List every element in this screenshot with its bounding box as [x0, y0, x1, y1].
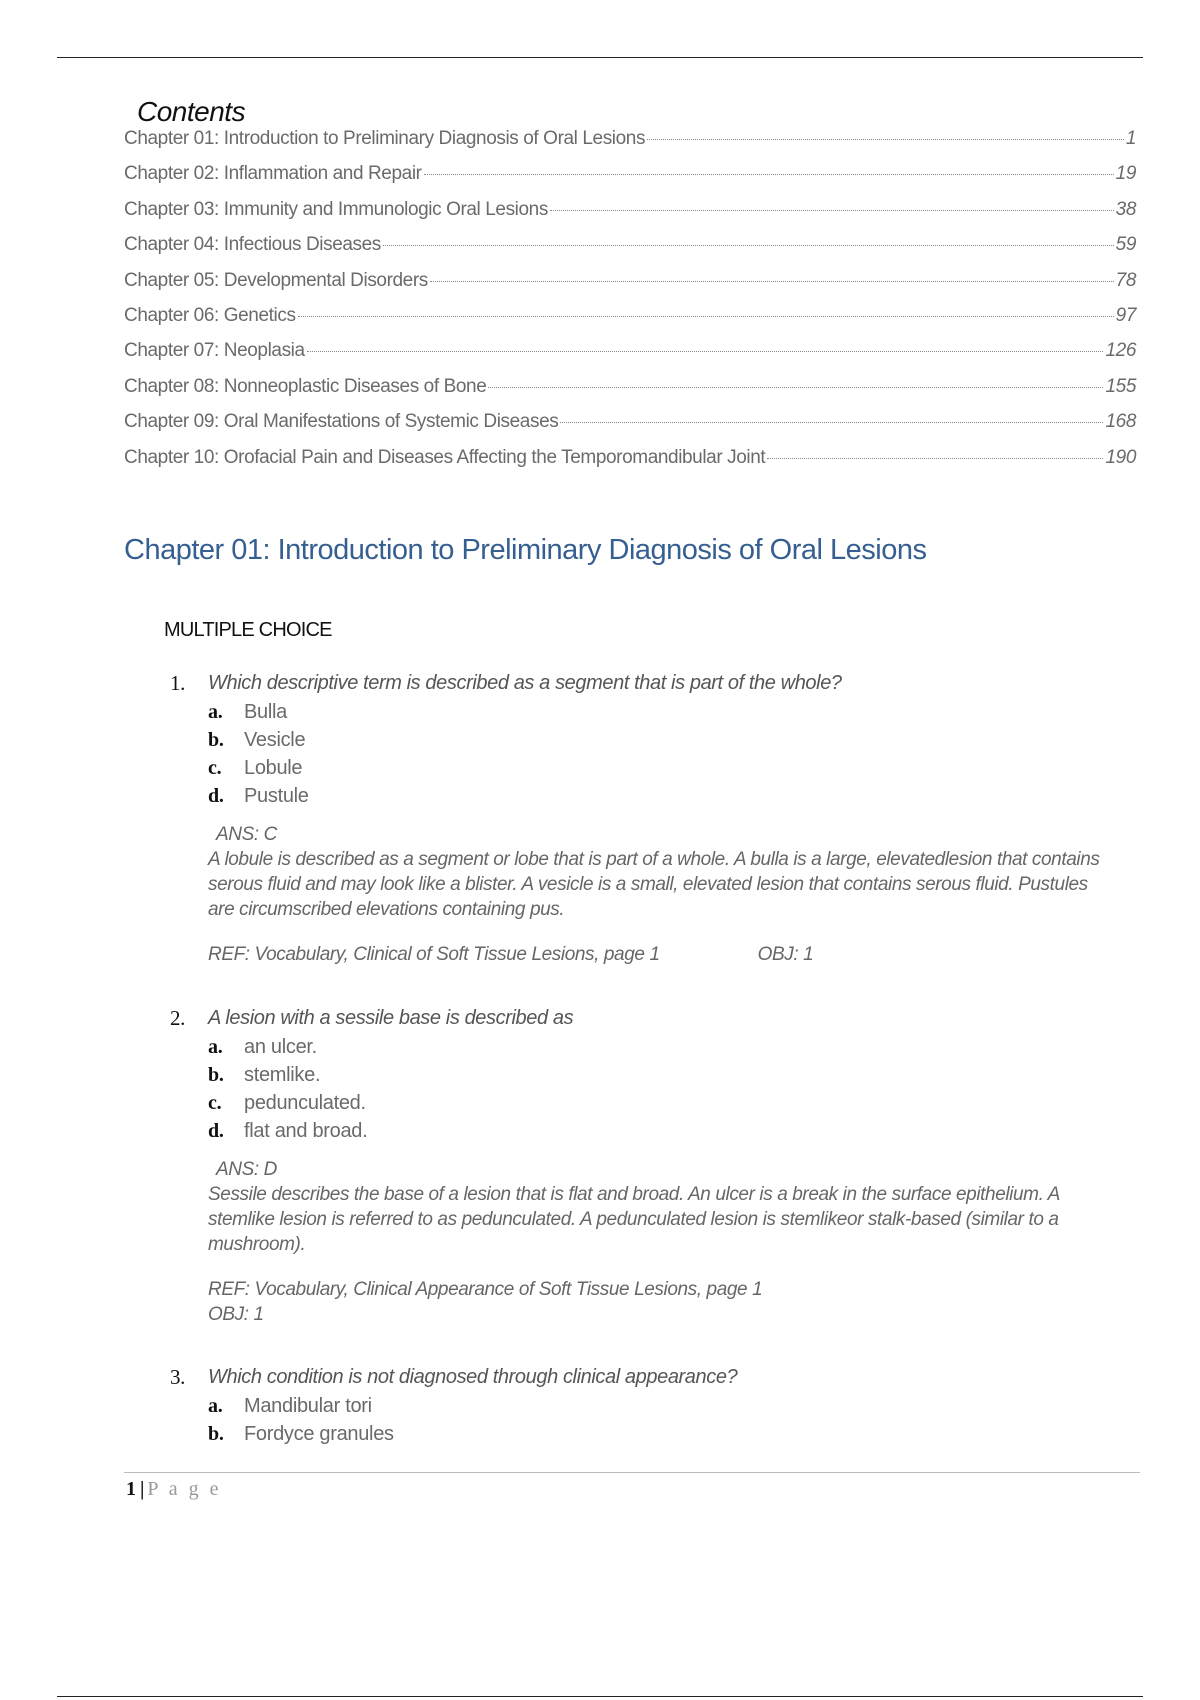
option-text: pedunculated. — [244, 1091, 366, 1114]
option-text: Lobule — [244, 756, 303, 779]
toc-entry-label: Chapter 08: Nonneoplastic Diseases of Bone — [124, 375, 487, 397]
rationale-text-part-1: describes the base of a lesion that is flat and broad. An ulcer is a break in the surface epithelium. A stemlike lesion is referred to as — [208, 1183, 1060, 1230]
question-text-after: diagnosed through clinical appearance? — [393, 1365, 738, 1388]
answer-options — [170, 1392, 1130, 1448]
toc-entry-page: 19 — [1115, 163, 1136, 185]
option-c[interactable] — [208, 1089, 1130, 1117]
bottom-rule — [57, 1696, 1143, 1697]
toc-entry-label: Chapter 10: Orofacial Pain and Diseases Affecting the Temporomandibular Joint — [124, 446, 766, 468]
option-letter: d. — [208, 785, 224, 808]
question-text-emphasis: not — [367, 1365, 394, 1388]
option-text: Fordyce granules — [244, 1422, 394, 1445]
answer-block — [170, 1158, 1130, 1327]
toc-entry-label: Chapter 04: Infectious Diseases — [124, 234, 381, 256]
question-2 — [170, 1003, 1130, 1327]
toc-entry-chapter-07[interactable] — [124, 340, 1136, 375]
reference-line — [208, 1277, 1130, 1327]
answer-options — [170, 1033, 1130, 1146]
question-text: A lesion with a sessile base is described as — [208, 1006, 574, 1029]
toc-leader-dots — [424, 174, 1114, 175]
option-text: Bulla — [244, 700, 287, 723]
answer-key: ANS: D — [216, 1158, 277, 1180]
toc-title: Contents — [137, 96, 246, 127]
option-letter: b. — [208, 1063, 224, 1086]
question-number: 3. — [170, 1364, 185, 1389]
option-d[interactable] — [208, 1118, 1130, 1146]
toc-entry-chapter-03[interactable] — [124, 199, 1136, 234]
toc-entry-page: 97 — [1115, 304, 1136, 326]
option-text: stemlike. — [244, 1063, 321, 1086]
option-b[interactable] — [208, 1420, 1130, 1448]
footer-rule — [124, 1472, 1140, 1473]
toc-entry-label: Chapter 03: Immunity and Immunologic Oral Lesions — [124, 198, 548, 220]
footer-separator: | — [140, 1478, 145, 1500]
toc-leader-dots — [560, 422, 1103, 423]
option-text: an ulcer. — [244, 1035, 317, 1058]
option-letter: a. — [208, 700, 223, 723]
answer-rationale — [208, 1182, 1118, 1257]
objective-text: OBJ: 1 — [208, 1303, 264, 1325]
toc-leader-dots — [430, 281, 1114, 282]
toc-entry-chapter-05[interactable] — [124, 270, 1136, 305]
answer-key: ANS: C — [216, 823, 277, 845]
question-1 — [170, 668, 1130, 967]
answer-block — [170, 823, 1130, 967]
question-3 — [170, 1362, 1130, 1448]
option-text: Vesicle — [244, 728, 306, 751]
section-label: MULTIPLE CHOICE — [164, 619, 332, 641]
question-number: 2. — [170, 1005, 185, 1030]
toc-entry-label: Chapter 05: Developmental Disorders — [124, 269, 428, 291]
toc-entry-chapter-10[interactable] — [124, 447, 1136, 482]
toc-entry-page: 155 — [1105, 375, 1136, 397]
option-d[interactable] — [208, 783, 1130, 811]
rationale-term-pedunculated: pedunculated. — [461, 1208, 576, 1230]
reference-text: REF: Vocabulary, Clinical of Soft Tissue Lesions, page 1 — [208, 943, 660, 965]
toc-entry-chapter-04[interactable] — [124, 234, 1136, 269]
rationale-text-part-2: A pedunculated lesion is stemlikeor stalk-based (similar to a mushroom). — [208, 1208, 1059, 1255]
toc-entry-page: 126 — [1105, 340, 1136, 362]
answer-options — [170, 698, 1130, 811]
toc-entry-chapter-06[interactable] — [124, 305, 1136, 340]
option-letter: a. — [208, 1035, 223, 1058]
toc-entry-label: Chapter 02: Inflammation and Repair — [124, 163, 422, 185]
option-letter: c. — [208, 756, 222, 779]
question-stem — [170, 668, 1130, 698]
option-text: flat and broad. — [244, 1120, 368, 1143]
option-text: Pustule — [244, 785, 309, 808]
toc-leader-dots — [767, 458, 1103, 459]
question-text-before: Which condition is — [208, 1365, 368, 1388]
chapter-heading: Chapter 01: Introduction to Preliminary Diagnosis of Oral Lesions — [124, 534, 927, 566]
toc-entry-label: Chapter 06: Genetics — [124, 304, 296, 326]
option-letter: b. — [208, 728, 224, 751]
answer-rationale: A lobule is described as a segment or lobe that is part of a whole. A bulla is a large, elevatedlesion that contains serous fluid and may look like a blister. A vesicle is a small, elevated lesion that contains serous fluid. Pustules are circumscribed elevations containing pus. — [208, 848, 1100, 920]
toc-entry-chapter-02[interactable] — [124, 163, 1136, 198]
option-a[interactable] — [208, 1392, 1130, 1420]
toc-entry-label: Chapter 07: Neoplasia — [124, 340, 305, 362]
option-letter: b. — [208, 1422, 224, 1445]
toc-entry-page: 78 — [1115, 269, 1136, 291]
option-letter: d. — [208, 1120, 224, 1143]
page-footer — [126, 1478, 222, 1501]
toc-entry-page: 38 — [1115, 198, 1136, 220]
toc-entry-label: Chapter 09: Oral Manifestations of Systemic Diseases — [124, 411, 559, 433]
toc-leader-dots — [298, 316, 1114, 317]
option-b[interactable] — [208, 1061, 1130, 1089]
footer-page-word: P a g e — [147, 1478, 222, 1500]
question-text: Which descriptive term is described as a segment that is part of the whole? — [208, 671, 842, 694]
toc-entry-page: 1 — [1125, 128, 1136, 149]
top-rule — [57, 57, 1143, 58]
question-text — [208, 1366, 737, 1389]
toc-leader-dots — [307, 351, 1104, 352]
question-number: 1. — [170, 670, 185, 695]
toc-entry-page: 190 — [1105, 446, 1136, 468]
option-c[interactable] — [208, 754, 1130, 782]
option-a[interactable] — [208, 698, 1130, 726]
toc-entry-chapter-01[interactable] — [124, 128, 1136, 163]
question-stem — [170, 1003, 1130, 1033]
toc-leader-dots — [550, 210, 1114, 211]
toc-entry-page: 59 — [1115, 234, 1136, 256]
toc-leader-dots — [647, 139, 1124, 140]
option-letter: c. — [208, 1091, 222, 1114]
option-letter: a. — [208, 1394, 223, 1417]
option-text: Mandibular tori — [244, 1394, 372, 1417]
rationale-term-sessile: Sessile — [208, 1183, 267, 1205]
question-stem — [170, 1362, 1130, 1392]
reference-line — [208, 942, 1130, 967]
option-a[interactable] — [208, 1033, 1130, 1061]
reference-text: REF: Vocabulary, Clinical Appearance of Soft Tissue Lesions, page 1 — [208, 1278, 763, 1300]
footer-page-number: 1 — [126, 1478, 136, 1500]
toc-entry-page: 168 — [1105, 411, 1136, 433]
option-b[interactable] — [208, 726, 1130, 754]
toc-leader-dots — [488, 387, 1103, 388]
toc-leader-dots — [383, 245, 1114, 246]
toc-entry-chapter-08[interactable] — [124, 376, 1136, 411]
toc-entry-chapter-09[interactable] — [124, 411, 1136, 446]
table-of-contents — [124, 128, 1136, 482]
toc-entry-label: Chapter 01: Introduction to Preliminary Diagnosis of Oral Lesions — [124, 128, 646, 149]
objective-text: OBJ: 1 — [757, 943, 814, 965]
